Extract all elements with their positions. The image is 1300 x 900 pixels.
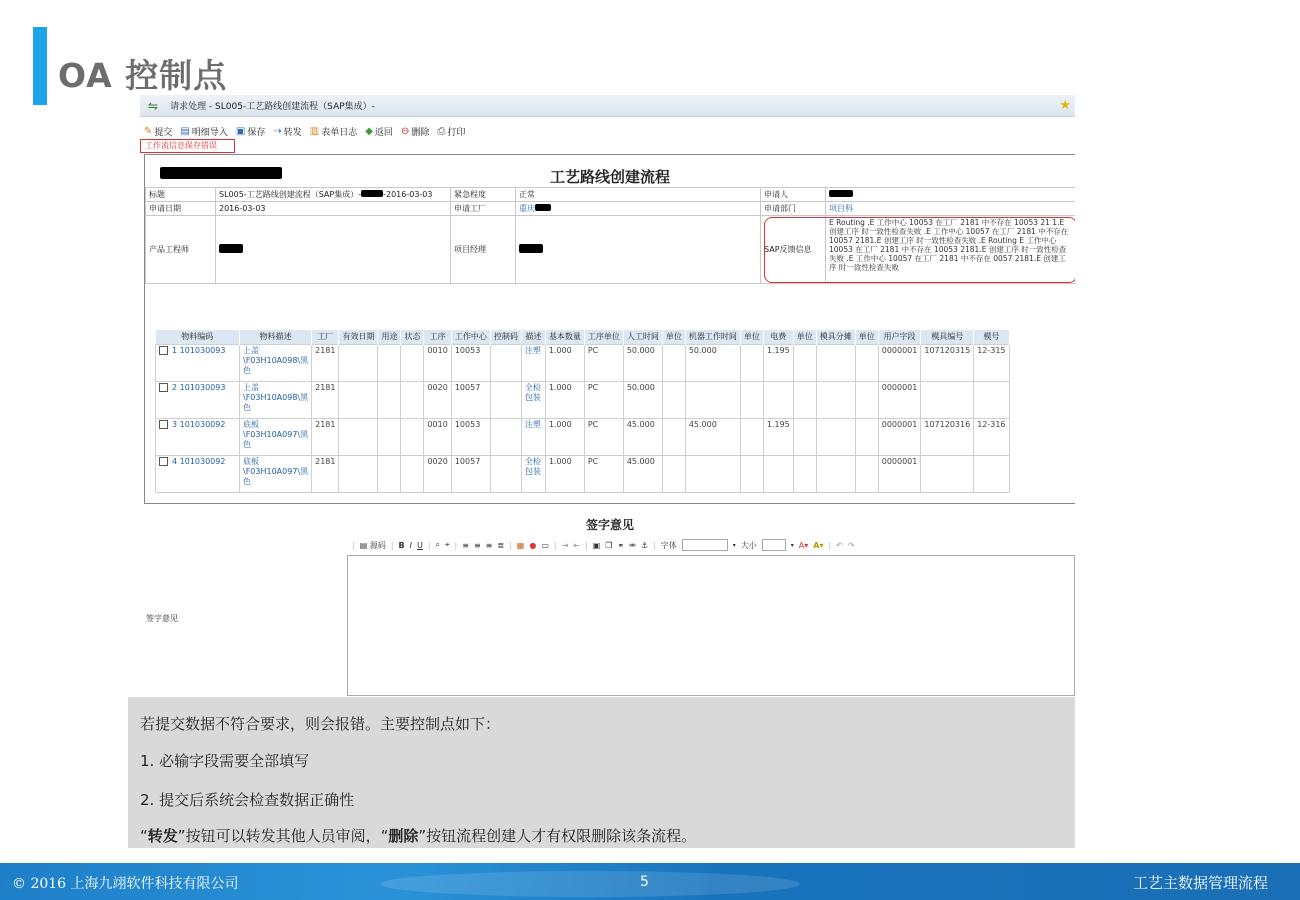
cell-unit: PC bbox=[584, 381, 623, 418]
date-label: 申请日期 bbox=[146, 202, 216, 216]
col-mold-no: 模号 bbox=[974, 330, 1009, 344]
cell-op: 0020 bbox=[424, 381, 451, 418]
cell-labor: 45.000 bbox=[623, 418, 662, 455]
link-icon[interactable]: ⚭ bbox=[617, 540, 625, 550]
cell-moldno: 12-316 bbox=[974, 418, 1009, 455]
error-banner: 工作流信息保存错误 bbox=[140, 139, 235, 153]
cell-empty bbox=[401, 381, 424, 418]
notes-intro: 若提交数据不符合要求，则会报错。主要控制点如下： bbox=[140, 715, 501, 733]
col-plant: 工厂 bbox=[312, 330, 339, 344]
cell-empty bbox=[401, 418, 424, 455]
table-row bbox=[156, 455, 1010, 492]
chevron-down-icon[interactable]: ▾ bbox=[790, 541, 794, 549]
flash-icon[interactable]: ● bbox=[529, 540, 537, 550]
page-title: OA 控制点 bbox=[58, 56, 228, 95]
row-select-cell bbox=[156, 381, 240, 418]
notes-buttons-note: “转发”按钮可以转发其他人员审阅，“删除”按钮流程创建人才有权限删除该条流程。 bbox=[140, 827, 697, 845]
cell-mold: 107120316 bbox=[921, 418, 974, 455]
col-work-center: 工作中心 bbox=[451, 330, 490, 344]
routing-grid bbox=[155, 330, 1010, 493]
cell-empty bbox=[378, 418, 401, 455]
footer-copyright: © 2016 上海九翊软件科技有限公司 bbox=[12, 876, 239, 892]
cell-unit: PC bbox=[584, 418, 623, 455]
cell-empty bbox=[490, 418, 521, 455]
forward-icon: ⇢ bbox=[273, 125, 282, 137]
cell-empty bbox=[339, 381, 378, 418]
col-operation: 工序 bbox=[424, 330, 451, 344]
footer-bar bbox=[0, 863, 1300, 900]
cell-op: 0020 bbox=[424, 455, 451, 492]
cell-qty: 1.000 bbox=[545, 344, 584, 381]
forward-button[interactable]: ⇢ 转发 bbox=[273, 125, 302, 138]
cell-labor: 50.000 bbox=[623, 381, 662, 418]
back-button[interactable]: ◆ 返回 bbox=[365, 125, 393, 138]
col-labor-time: 人工时间 bbox=[623, 330, 662, 344]
cell-empty bbox=[740, 381, 763, 418]
cell-empty bbox=[793, 344, 816, 381]
align-center-icon[interactable]: ≡ bbox=[473, 540, 481, 550]
applicant-label: 申请人 bbox=[761, 188, 826, 202]
factory-value[interactable]: 重庆 bbox=[516, 202, 761, 216]
notes-item-1: 1. 必输字段需要全部填写 bbox=[140, 752, 310, 770]
source-button[interactable]: ▤ 源码 bbox=[359, 540, 386, 550]
col-usage: 用途 bbox=[378, 330, 401, 344]
form-frame bbox=[144, 154, 1075, 504]
material-code[interactable]: 101030093 bbox=[179, 382, 226, 392]
cell-empty bbox=[490, 381, 521, 418]
cell-empty bbox=[740, 344, 763, 381]
paste-icon[interactable]: ▣ bbox=[592, 540, 601, 550]
form-title: 工艺路线创建流程 bbox=[550, 168, 671, 186]
print-button[interactable]: ⎙ 打印 bbox=[437, 125, 466, 138]
cell-mold bbox=[921, 381, 974, 418]
engineer-value bbox=[216, 216, 451, 284]
redo-icon[interactable]: ↷ bbox=[847, 540, 855, 550]
row-checkbox[interactable] bbox=[159, 346, 168, 355]
grid-header-row bbox=[156, 330, 1010, 344]
dept-value[interactable]: 项目科 bbox=[826, 202, 1076, 216]
pm-value bbox=[516, 216, 761, 284]
window-titlebar bbox=[140, 95, 1075, 117]
cell-empty bbox=[378, 344, 401, 381]
row-number: 1 bbox=[172, 345, 178, 355]
cell-machine: 50.000 bbox=[685, 344, 740, 381]
table-icon[interactable]: ▭ bbox=[541, 540, 549, 550]
table-row bbox=[156, 344, 1010, 381]
cell-empty bbox=[855, 455, 878, 492]
sap-feedback-label: SAP反馈信息 bbox=[761, 216, 826, 284]
form-info-table bbox=[145, 187, 1075, 284]
cell-qty: 1.000 bbox=[545, 381, 584, 418]
col-unit-2: 单位 bbox=[740, 330, 763, 344]
cell-empty bbox=[490, 455, 521, 492]
size-label: 大小 bbox=[740, 540, 757, 550]
italic-button[interactable]: I bbox=[409, 540, 412, 550]
cell-desc: 底板\F03H10A097\黑色 bbox=[240, 455, 312, 492]
form-log-button[interactable]: ▥ 表单日志 bbox=[309, 125, 358, 138]
cell-desc: 底板\F03H10A097\黑色 bbox=[240, 418, 312, 455]
cell-power bbox=[763, 381, 793, 418]
signature-heading: 签字意见 bbox=[586, 518, 635, 532]
footer-page-number: 5 bbox=[640, 874, 649, 890]
col-material-desc: 物料描述 bbox=[240, 330, 312, 344]
cell-moldno bbox=[974, 381, 1009, 418]
log-icon: ▥ bbox=[309, 125, 320, 137]
col-unit-4: 单位 bbox=[855, 330, 878, 344]
col-base-qty: 基本数量 bbox=[545, 330, 584, 344]
replace-icon[interactable]: ⌖ bbox=[445, 540, 450, 549]
col-mold-share: 模具分摊 bbox=[816, 330, 855, 344]
row-select-cell bbox=[156, 344, 240, 381]
col-power: 电费 bbox=[763, 330, 793, 344]
copy-icon[interactable]: ❐ bbox=[605, 540, 613, 550]
action-toolbar bbox=[140, 121, 1075, 141]
row-number: 4 bbox=[172, 456, 178, 466]
cell-empty bbox=[793, 418, 816, 455]
favorite-star-icon[interactable]: ★ bbox=[1059, 98, 1071, 113]
row-number: 2 bbox=[172, 382, 178, 392]
window-title: 请求处理 - SL005-工艺路线创建流程（SAP集成）- bbox=[170, 102, 375, 112]
find-icon[interactable]: ⌕ bbox=[435, 540, 441, 549]
font-select[interactable] bbox=[682, 539, 728, 551]
cell-d: 全检包装 bbox=[521, 381, 545, 418]
submit-button[interactable]: ✎ 提交 bbox=[144, 125, 173, 138]
undo-icon[interactable]: ↶ bbox=[836, 540, 843, 550]
col-user-field: 用户字段 bbox=[878, 330, 921, 344]
cell-empty bbox=[793, 455, 816, 492]
notes-panel bbox=[128, 697, 1075, 848]
cell-unit: PC bbox=[584, 344, 623, 381]
cell-desc: 上盖\F03H10A098\黑色 bbox=[240, 344, 312, 381]
footer-swoosh bbox=[380, 871, 800, 897]
cell-empty bbox=[401, 344, 424, 381]
cell-labor: 45.000 bbox=[623, 455, 662, 492]
row-checkbox[interactable] bbox=[159, 457, 168, 466]
date-value: 2016-03-03 bbox=[216, 202, 451, 216]
cell-empty bbox=[740, 455, 763, 492]
font-color-button[interactable]: A▾ bbox=[798, 540, 809, 550]
cell-labor: 50.000 bbox=[623, 344, 662, 381]
cell-plant: 2181 bbox=[312, 344, 339, 381]
table-row bbox=[156, 418, 1010, 455]
align-right-icon[interactable]: ≡ bbox=[485, 540, 493, 550]
cell-empty bbox=[662, 381, 685, 418]
indent-icon[interactable]: ⇥ bbox=[561, 540, 569, 550]
title-label: 标题 bbox=[146, 188, 216, 202]
cell-empty bbox=[816, 344, 855, 381]
row-number: 3 bbox=[172, 419, 178, 429]
col-status: 状态 bbox=[401, 330, 424, 344]
cell-power: 1.195 bbox=[763, 344, 793, 381]
cell-empty bbox=[378, 455, 401, 492]
col-control-key: 控制码 bbox=[490, 330, 521, 344]
cell-d: 全检包装 bbox=[521, 455, 545, 492]
cell-user: 0000001 bbox=[878, 344, 921, 381]
redacted-block bbox=[160, 167, 282, 179]
cell-d: 注塑 bbox=[521, 344, 545, 381]
cell-machine bbox=[685, 455, 740, 492]
engineer-label: 产品工程师 bbox=[146, 216, 216, 284]
cell-mold: 107120315 bbox=[921, 344, 974, 381]
save-icon: ▣ bbox=[235, 125, 246, 137]
factory-label: 申请工厂 bbox=[451, 202, 516, 216]
cell-desc: 上盖\F03H10A098\黑色 bbox=[240, 381, 312, 418]
cell-empty bbox=[740, 418, 763, 455]
col-mold-code: 模具编号 bbox=[921, 330, 974, 344]
cell-empty bbox=[662, 344, 685, 381]
delete-icon: ⊖ bbox=[400, 125, 410, 137]
cell-power: 1.195 bbox=[763, 418, 793, 455]
image-icon[interactable]: ▦ bbox=[516, 540, 525, 550]
row-checkbox[interactable] bbox=[159, 383, 168, 392]
col-unit-1: 单位 bbox=[662, 330, 685, 344]
cell-empty bbox=[401, 455, 424, 492]
cell-qty: 1.000 bbox=[545, 455, 584, 492]
col-unit-3: 单位 bbox=[793, 330, 816, 344]
outdent-icon[interactable]: ⇤ bbox=[573, 540, 580, 550]
align-left-icon[interactable]: ≡ bbox=[462, 540, 469, 550]
oa-window bbox=[140, 95, 1075, 505]
row-select-cell bbox=[156, 455, 240, 492]
cell-d: 注塑 bbox=[521, 418, 545, 455]
col-machine-time: 机器工作时间 bbox=[685, 330, 740, 344]
cell-op: 0010 bbox=[424, 344, 451, 381]
font-label: 字体 bbox=[660, 540, 677, 550]
cell-empty bbox=[855, 381, 878, 418]
cell-empty bbox=[339, 344, 378, 381]
import-button[interactable]: ▤ 明细导入 bbox=[180, 125, 228, 138]
editor-toolbar: | ▤ 源码 | B I U | ⌕ ⌖ | ≡ ≡ ≡ ≣ | ▦ ● ▭ | ⇥ ⇤ | ▣ ❐ ⚭ ⚮ ⚓ | 字体 ▾ 大小 ▾ A▾ A▾ | ↶ ↷ bbox=[352, 540, 855, 550]
underline-button[interactable]: U bbox=[416, 540, 423, 550]
anchor-icon[interactable]: ⚓ bbox=[640, 540, 648, 550]
table-row bbox=[156, 381, 1010, 418]
back-icon: ◆ bbox=[365, 125, 373, 137]
cell-user: 0000001 bbox=[878, 418, 921, 455]
row-select-cell bbox=[156, 418, 240, 455]
import-icon: ▤ bbox=[180, 125, 190, 137]
dept-label: 申请部门 bbox=[761, 202, 826, 216]
cell-plant: 2181 bbox=[312, 455, 339, 492]
pm-label: 项目经理 bbox=[451, 216, 516, 284]
title-accent-bar bbox=[33, 27, 47, 105]
col-description: 描述 bbox=[521, 330, 545, 344]
cell-moldno: 12-315 bbox=[974, 344, 1009, 381]
cell-empty bbox=[793, 381, 816, 418]
notes-item-2: 2. 提交后系统会检查数据正确性 bbox=[140, 791, 355, 809]
grid-body bbox=[156, 344, 1010, 492]
cell-empty bbox=[339, 455, 378, 492]
size-select[interactable] bbox=[762, 539, 786, 551]
unlink-icon[interactable]: ⚮ bbox=[629, 540, 636, 550]
cell-empty bbox=[855, 418, 878, 455]
cell-empty bbox=[378, 381, 401, 418]
cell-plant: 2181 bbox=[312, 381, 339, 418]
cell-plant: 2181 bbox=[312, 418, 339, 455]
delete-button[interactable]: ⊖ 删除 bbox=[400, 125, 430, 138]
urgency-label: 紧急程度 bbox=[451, 188, 516, 202]
cell-user: 0000001 bbox=[878, 381, 921, 418]
cell-wc: 10057 bbox=[451, 455, 490, 492]
cell-qty: 1.000 bbox=[545, 418, 584, 455]
col-op-unit: 工序单位 bbox=[584, 330, 623, 344]
cell-unit: PC bbox=[584, 455, 623, 492]
cell-wc: 10053 bbox=[451, 418, 490, 455]
cell-user: 0000001 bbox=[878, 455, 921, 492]
submit-icon: ✎ bbox=[144, 125, 153, 137]
cell-empty bbox=[662, 455, 685, 492]
cell-empty bbox=[816, 381, 855, 418]
col-material-code: 物料编码 bbox=[156, 330, 240, 344]
save-button[interactable]: ▣ 保存 bbox=[235, 125, 266, 138]
signature-label: 签字意见 bbox=[146, 614, 178, 623]
cell-empty bbox=[816, 418, 855, 455]
cell-power bbox=[763, 455, 793, 492]
bold-button[interactable]: B bbox=[398, 540, 405, 550]
cell-moldno bbox=[974, 455, 1009, 492]
cell-mold bbox=[921, 455, 974, 492]
chevron-down-icon[interactable]: ▾ bbox=[732, 541, 736, 549]
cell-op: 0010 bbox=[424, 418, 451, 455]
cell-empty bbox=[816, 455, 855, 492]
cell-empty bbox=[855, 344, 878, 381]
material-code[interactable]: 101030092 bbox=[179, 419, 226, 429]
title-value: SL005-工艺路线创建流程（SAP集成）- -2016-03-03 bbox=[216, 188, 451, 202]
print-icon: ⎙ bbox=[437, 125, 446, 137]
material-code[interactable]: 101030093 bbox=[179, 345, 226, 355]
cell-machine: 45.000 bbox=[685, 418, 740, 455]
col-valid-date: 有效日期 bbox=[339, 330, 378, 344]
material-code[interactable]: 101030092 bbox=[179, 456, 226, 466]
signature-editor[interactable] bbox=[347, 555, 1075, 696]
bg-color-button[interactable]: A▾ bbox=[813, 540, 824, 550]
justify-icon[interactable]: ≣ bbox=[497, 540, 505, 550]
cell-wc: 10057 bbox=[451, 381, 490, 418]
cell-empty bbox=[490, 344, 521, 381]
sap-feedback-value: E Routing .E 工作中心 10053 在工厂 2181 中不存在 10053 21 1.E 创建工序 时一致性检查失败 .E 工作中心 10057 在工厂 2181 中不存在 10057 2181.E 创建工序 时一致性检查失败 .E Routing E 工作中心 10053 在工厂 2181 中不存在 10053 2181.E 创建工序 时一致性检查失败 .E 工作中心 10057 在工厂 2181 中不存在 0057 2181.E 创建工序 时一致性检查失败 bbox=[826, 216, 1076, 284]
cell-empty bbox=[662, 418, 685, 455]
cell-wc: 10053 bbox=[451, 344, 490, 381]
cell-machine bbox=[685, 381, 740, 418]
workflow-icon: ⇋ bbox=[148, 98, 159, 113]
row-checkbox[interactable] bbox=[159, 420, 168, 429]
applicant-value bbox=[826, 188, 1076, 202]
footer-course-title: 工艺主数据管理流程 bbox=[1132, 874, 1268, 892]
urgency-value: 正常 bbox=[516, 188, 761, 202]
cell-empty bbox=[339, 418, 378, 455]
